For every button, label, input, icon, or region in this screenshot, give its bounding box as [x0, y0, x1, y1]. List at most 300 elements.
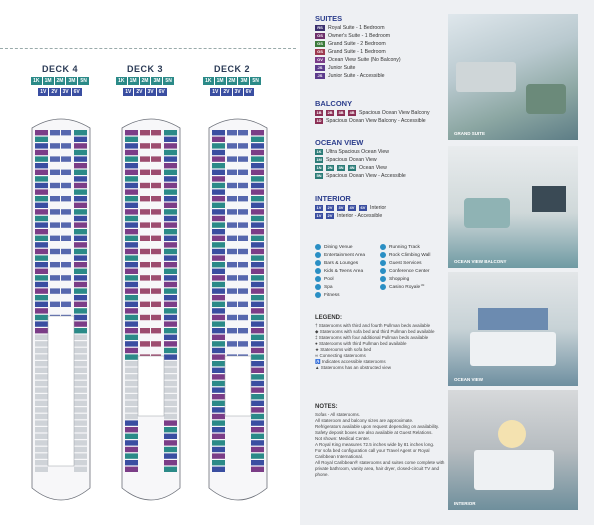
cabin [164, 387, 177, 392]
cabin [164, 440, 177, 445]
cabin [74, 434, 87, 439]
cabin [251, 183, 264, 188]
cabin [212, 368, 225, 373]
cabin [164, 434, 177, 439]
cabin [125, 282, 138, 287]
cabin [74, 328, 87, 333]
casino-icon [380, 284, 386, 290]
section-title: OCEAN VIEW [315, 138, 364, 147]
interior-cabin [238, 170, 248, 175]
icon-key-item: Fitness [315, 292, 379, 298]
cabin [251, 407, 264, 412]
cabin [251, 321, 264, 326]
cabin [74, 335, 87, 340]
interior-cabin [151, 302, 161, 307]
chip: 3M [68, 78, 76, 84]
deck-2-chips-row2 [197, 88, 267, 96]
icon-key-col2 [380, 244, 446, 292]
deck-4-chips-row1 [25, 77, 95, 85]
swatch: 2V [327, 213, 333, 218]
legend-row [315, 110, 445, 116]
cabin [125, 236, 138, 241]
cabin [35, 467, 48, 472]
cabin [74, 209, 87, 214]
interior-cabin [50, 262, 60, 267]
cabin [35, 143, 48, 148]
cabin [125, 183, 138, 188]
cabin [74, 189, 87, 194]
cabin [212, 321, 225, 326]
interior-cabin [238, 196, 248, 201]
cabin [74, 269, 87, 274]
cabin [212, 255, 225, 260]
cabin [74, 130, 87, 135]
interior-cabin [140, 183, 150, 188]
cabin [164, 368, 177, 373]
swatch: 1V [316, 213, 322, 218]
interior-cabin [227, 196, 237, 201]
oceanview-section [315, 138, 445, 181]
cabin [164, 255, 177, 260]
swatch: GS [315, 41, 325, 47]
cabin [74, 407, 87, 412]
section-title: SUITES [315, 14, 343, 23]
cabin [212, 453, 225, 458]
cabin [251, 282, 264, 287]
cabin [74, 222, 87, 227]
chip: 1V [212, 89, 219, 95]
interior-cabin [140, 236, 150, 241]
interior-cabin [227, 183, 237, 188]
cabin [125, 242, 138, 247]
cabin [74, 447, 87, 452]
chip: 6V [158, 89, 165, 95]
cabin [35, 387, 48, 392]
cabin [125, 381, 138, 386]
swatch: 3B [338, 110, 344, 115]
cabin [212, 420, 225, 425]
cabin [125, 434, 138, 439]
bed [470, 332, 556, 366]
cabin [35, 288, 48, 293]
cabin [164, 447, 177, 452]
conference-icon [380, 268, 386, 274]
interior-cabin [61, 262, 71, 267]
note-line: Not shown: Medical Center. [315, 436, 371, 441]
cabin [212, 209, 225, 214]
cabin [35, 315, 48, 320]
cabin [251, 209, 264, 214]
entertainment-icon [315, 252, 321, 258]
legend-label: Owner's Suite - 1 Bedroom [328, 33, 391, 39]
cabin [251, 170, 264, 175]
interior-cabin [61, 130, 71, 135]
interior-cabin [227, 288, 237, 293]
cabin [212, 242, 225, 247]
interior-cabin [50, 249, 60, 254]
cabin [212, 137, 225, 142]
cabin [125, 315, 138, 320]
photo-caption: GRAND SUITE [454, 131, 486, 136]
cabin [164, 229, 177, 234]
legend-row [315, 118, 445, 124]
cabin [251, 434, 264, 439]
ocean-view-photo [448, 272, 578, 386]
interior-cabin [61, 222, 71, 227]
note-line: Sofas - All staterooms. [315, 412, 361, 417]
cabin [125, 420, 138, 425]
chip: 1K [118, 78, 125, 84]
cabin [251, 137, 264, 142]
chip: 2V [223, 89, 230, 95]
interior-photo [448, 390, 578, 510]
swatch: 3V [338, 205, 344, 210]
swatch: 1N [316, 165, 322, 170]
cabin [251, 130, 264, 135]
cabin [125, 170, 138, 175]
cabin [35, 183, 48, 188]
cabin [251, 427, 264, 432]
chip: 2M [228, 78, 236, 84]
legend-label: Grand Suite - 1 Bedroom [328, 49, 386, 55]
interior-cabin [61, 236, 71, 241]
cabin [251, 401, 264, 406]
cabin [164, 453, 177, 458]
cabin [164, 348, 177, 353]
cabin [74, 368, 87, 373]
interior-cabin [151, 328, 161, 333]
cabin [35, 394, 48, 399]
cabin [212, 401, 225, 406]
interior-cabin [50, 288, 60, 293]
photo-caption: OCEAN VIEW [454, 377, 484, 382]
interior-cabin [140, 156, 150, 161]
swatch: 3N [338, 165, 344, 170]
interior-cabin [227, 222, 237, 227]
legend-label: Ultra Spacious Ocean View [326, 149, 390, 155]
legend-label: Junior Suite [328, 65, 356, 71]
cabin [164, 282, 177, 287]
cabin [212, 361, 225, 366]
cabin [125, 427, 138, 432]
interior-cabin [61, 196, 71, 201]
cabin [125, 335, 138, 340]
cabin [164, 295, 177, 300]
cabin [74, 460, 87, 465]
cabin [125, 387, 138, 392]
chip: 1V [125, 89, 132, 95]
cabin [212, 407, 225, 412]
cabin [74, 282, 87, 287]
deck-title: DECK 4 [41, 64, 78, 74]
cabin [35, 275, 48, 280]
legend-item: ‡ Staterooms with four additional Pullman beds available [315, 335, 429, 340]
cabin [35, 414, 48, 419]
chip: 1K [33, 78, 40, 84]
cabin [35, 401, 48, 406]
cabin [125, 447, 138, 452]
legend-row [315, 49, 445, 55]
cabin [35, 308, 48, 313]
cabin [125, 460, 138, 465]
cabin [35, 137, 48, 142]
interior-cabin [50, 130, 60, 135]
interior-cabin [151, 222, 161, 227]
interior-cabin [140, 288, 150, 293]
swatch: 2B [327, 110, 333, 115]
interior-cabin [151, 209, 161, 214]
cabin [74, 315, 87, 320]
cabin [164, 236, 177, 241]
interior-cabin [50, 183, 60, 188]
cabin [212, 288, 225, 293]
cabin [74, 143, 87, 148]
interior-cabin [238, 288, 248, 293]
interior-cabin [61, 275, 71, 280]
deck-3-plan [118, 116, 184, 506]
legend-row [315, 57, 445, 63]
cabin [251, 236, 264, 241]
bed [474, 450, 554, 490]
cabin [164, 275, 177, 280]
interior-cabin [140, 170, 150, 175]
cabin [164, 407, 177, 412]
cabin [125, 150, 138, 155]
cabin [74, 348, 87, 353]
deck-2-plan [205, 116, 271, 506]
cabin [164, 335, 177, 340]
cabin [164, 427, 177, 432]
cabin [251, 295, 264, 300]
interior-cabin [227, 209, 237, 214]
interior-cabin [227, 156, 237, 161]
interior-cabin [151, 275, 161, 280]
chip: 1M [44, 78, 52, 84]
interior-cabin [61, 302, 71, 307]
cabin [74, 229, 87, 234]
legend-label: Spacious Ocean View - Accessible [326, 173, 406, 179]
interior-cabin [227, 130, 237, 135]
running-track-icon [380, 244, 386, 250]
cabin [164, 156, 177, 161]
cabin [251, 394, 264, 399]
cabin [212, 229, 225, 234]
interior-cabin [238, 315, 248, 320]
cabin [251, 143, 264, 148]
cabin [212, 328, 225, 333]
chip: 1K [205, 78, 212, 84]
cabin [164, 288, 177, 293]
lamp [498, 420, 526, 448]
note-line: For sofa bed configuration call your Travel Agent or Royal Caribbean International. [315, 448, 430, 459]
interior-cabin [238, 143, 248, 148]
cabin [125, 348, 138, 353]
cabin [74, 295, 87, 300]
sofa [526, 84, 566, 114]
interior-cabin [50, 156, 60, 161]
cabin [35, 361, 48, 366]
cabin [125, 130, 138, 135]
cabin [212, 236, 225, 241]
interior-cabin [238, 341, 248, 346]
icon-key-item: Shopping [380, 276, 446, 282]
cabin [125, 143, 138, 148]
cabin [125, 189, 138, 194]
cabin [251, 361, 264, 366]
cabin [251, 196, 264, 201]
cabin [164, 460, 177, 465]
cabin [212, 156, 225, 161]
cabin [125, 163, 138, 168]
swatch: 5N [316, 173, 322, 178]
chip: 3V [147, 89, 154, 95]
cabin [251, 262, 264, 267]
cabin [251, 341, 264, 346]
chip: 2M [141, 78, 149, 84]
deck-2-chips-row1 [197, 77, 267, 85]
cabin [125, 341, 138, 346]
interior-cabin [50, 170, 60, 175]
cabin [212, 414, 225, 419]
cabin [164, 176, 177, 181]
chip: 2V [51, 89, 58, 95]
cabin [212, 315, 225, 320]
deck-title: DECK 3 [126, 64, 163, 74]
interior-cabin [238, 209, 248, 214]
swatch: OV [315, 57, 325, 63]
cabin [74, 163, 87, 168]
cabin [74, 249, 87, 254]
interior-cabin [140, 328, 150, 333]
cabin [251, 242, 264, 247]
climbing-wall-icon [380, 252, 386, 258]
interior-cabin [227, 143, 237, 148]
cabin [74, 288, 87, 293]
cabin [212, 374, 225, 379]
cabin [164, 420, 177, 425]
swatch: 1D [316, 118, 322, 123]
cabin [125, 222, 138, 227]
cabin [35, 434, 48, 439]
interior-cabin [151, 170, 161, 175]
swatch: 2V [327, 205, 333, 210]
cabin [74, 381, 87, 386]
cabin [251, 420, 264, 425]
cabin [74, 262, 87, 267]
chip: 6V [245, 89, 252, 95]
interior-cabin [50, 222, 60, 227]
interior-cabin [238, 262, 248, 267]
interior-cabin [227, 328, 237, 333]
cabin [251, 203, 264, 208]
legend-item: ▲ Staterooms has an obstructed view [315, 365, 392, 370]
interior-cabin [151, 262, 161, 267]
cabin [251, 308, 264, 313]
cabin [251, 368, 264, 373]
cabin [125, 269, 138, 274]
legend-row [315, 25, 445, 31]
cabin [164, 130, 177, 135]
chip: 6V [73, 89, 80, 95]
cabin [164, 394, 177, 399]
interior-cabin [50, 236, 60, 241]
cabin [125, 249, 138, 254]
dining-icon [315, 244, 321, 250]
cabin [74, 440, 87, 445]
interior-cabin [61, 143, 71, 148]
icon-key-item: Rock Climbing Wall [380, 252, 446, 258]
cabin [74, 183, 87, 188]
interior-cabin [238, 156, 248, 161]
interior-cabin [151, 315, 161, 320]
cabin [251, 150, 264, 155]
cabin [164, 401, 177, 406]
cabin [212, 222, 225, 227]
balcony-section [315, 99, 445, 126]
photo-caption: INTERIOR [454, 501, 476, 506]
kids-icon [315, 268, 321, 274]
swatch: GS [315, 49, 325, 55]
public-area [48, 316, 74, 466]
cabin [212, 354, 225, 359]
cabin [74, 203, 87, 208]
cabin [35, 341, 48, 346]
cabin [164, 222, 177, 227]
cabin [125, 354, 138, 359]
legend-label: Spacious Ocean View Balcony [359, 110, 430, 116]
cabin [74, 394, 87, 399]
cabin [35, 249, 48, 254]
cabin [125, 295, 138, 300]
legend-item: † Staterooms with third and fourth Pullman beds available [315, 323, 431, 328]
interior-cabin [151, 130, 161, 135]
cabin [251, 222, 264, 227]
interior-cabin [151, 196, 161, 201]
legend-row [315, 173, 445, 179]
cabin [212, 196, 225, 201]
cabin [125, 407, 138, 412]
interior-cabin [140, 143, 150, 148]
swatch: JS [315, 65, 325, 71]
interior-cabin [227, 302, 237, 307]
cabin [35, 196, 48, 201]
swatch: 4B [349, 110, 355, 115]
cabin [125, 262, 138, 267]
interior-section [315, 194, 445, 221]
cabin [35, 447, 48, 452]
legend-row [315, 73, 445, 79]
interior-cabin [227, 275, 237, 280]
cabin [212, 262, 225, 267]
interior-cabin [140, 302, 150, 307]
interior-cabin [140, 196, 150, 201]
cabin [125, 156, 138, 161]
cabin [35, 229, 48, 234]
interior-cabin [50, 302, 60, 307]
cabin [251, 328, 264, 333]
cabin [74, 414, 87, 419]
chip: 3V [62, 89, 69, 95]
swatch: 1B [316, 110, 322, 115]
deck-4-header [25, 64, 95, 96]
cabin [125, 401, 138, 406]
cabin [164, 315, 177, 320]
cabin [212, 249, 225, 254]
public-area [138, 356, 164, 416]
guest-services-icon [380, 260, 386, 266]
interior-cabin [151, 341, 161, 346]
chip: 3M [240, 78, 248, 84]
